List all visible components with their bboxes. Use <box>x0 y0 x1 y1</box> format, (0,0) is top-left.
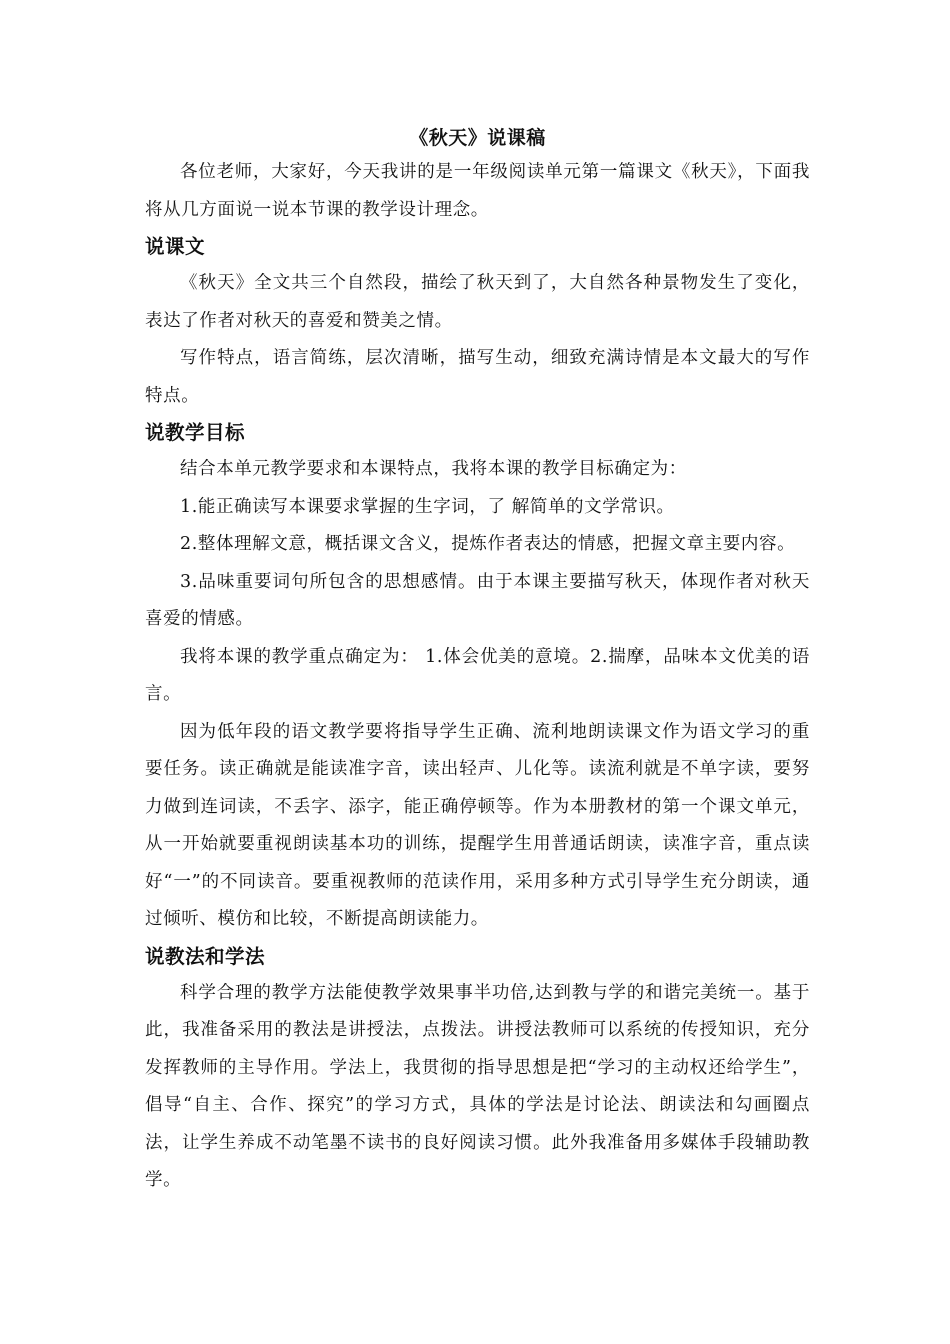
paragraph: 因为低年段的语文教学要将指导学生正确、流利地朗读课文作为语文学习的重要任务。读正确就是能读准字音，读出轻声、儿化等。读流利就是不单字读，要努力做到连词读，不丢字、添字，能正确停顿等。作为本册教材的第一个课文单元，从一开始就要重视朗读基本功的训练，提醒学生用普通话朗读，读准字音，重点读好“一”的不同读音。要重视教师的范读作用，采用多种方式引导学生充分朗读，通过倾听、模仿和比较，不断提高朗读能力。 <box>145 721 810 929</box>
paragraph: 科学合理的教学方法能使教学效果事半功倍,达到教与学的和谐完美统一。基于此，我准备采用的教法是讲授法，点拨法。讲授法教师可以系统的传授知识，充分发挥教师的主导作用。学法上，我贯彻的指导思想是把“学习的主动权还给学生”，倡导“自主、合作、探究”的学习方式，具体的学法是讨论法、朗读法和勾画圈点法，让学生养成不动笔墨不读书的良好阅读习惯。此外我准备用多媒体手段辅助教学。 <box>145 982 810 1190</box>
section-heading: 说教学目标 <box>145 421 246 444</box>
paragraph: 《秋天》全文共三个自然段，描绘了秋天到了，大自然各种景物发生了变化，表达了作者对秋天的喜爱和赞美之情。 <box>145 273 810 331</box>
paragraph: 结合本单元教学要求和本课特点，我将本课的教学目标确定为： <box>180 459 687 479</box>
document-title: 《秋天》说课稿 <box>409 127 546 149</box>
section-heading: 说课文 <box>145 235 206 258</box>
section-teaching-methods <box>145 939 810 1200</box>
section-lesson-text <box>145 229 810 415</box>
goal-item: 2.整体理解文意，概括课文含义，提炼作者表达的情感，把握文章主要内容。 <box>180 534 796 554</box>
intro-paragraph: 各位老师，大家好，今天我讲的是一年级阅读单元第一篇课文《秋天》，下面我将从几方面说一说本节课的教学设计理念。 <box>145 162 810 220</box>
paragraph: 我将本课的教学重点确定为： 1.体会优美的意境。2.揣摩，品味本文优美的语言。 <box>145 646 810 704</box>
goal-item: 3.品味重要词句所包含的思想感情。由于本课主要描写秋天，体现作者对秋天喜爱的情感。 <box>145 571 810 629</box>
goal-item: 1.能正确读写本课要求掌握的生字词，了 解简单的文学常识。 <box>180 496 675 517</box>
document-body <box>145 122 810 1200</box>
section-heading: 说教法和学法 <box>145 944 266 968</box>
section-teaching-goals <box>145 415 810 939</box>
paragraph: 写作特点，语言简练，层次清晰，描写生动，细致充满诗情是本文最大的写作特点。 <box>145 348 810 406</box>
